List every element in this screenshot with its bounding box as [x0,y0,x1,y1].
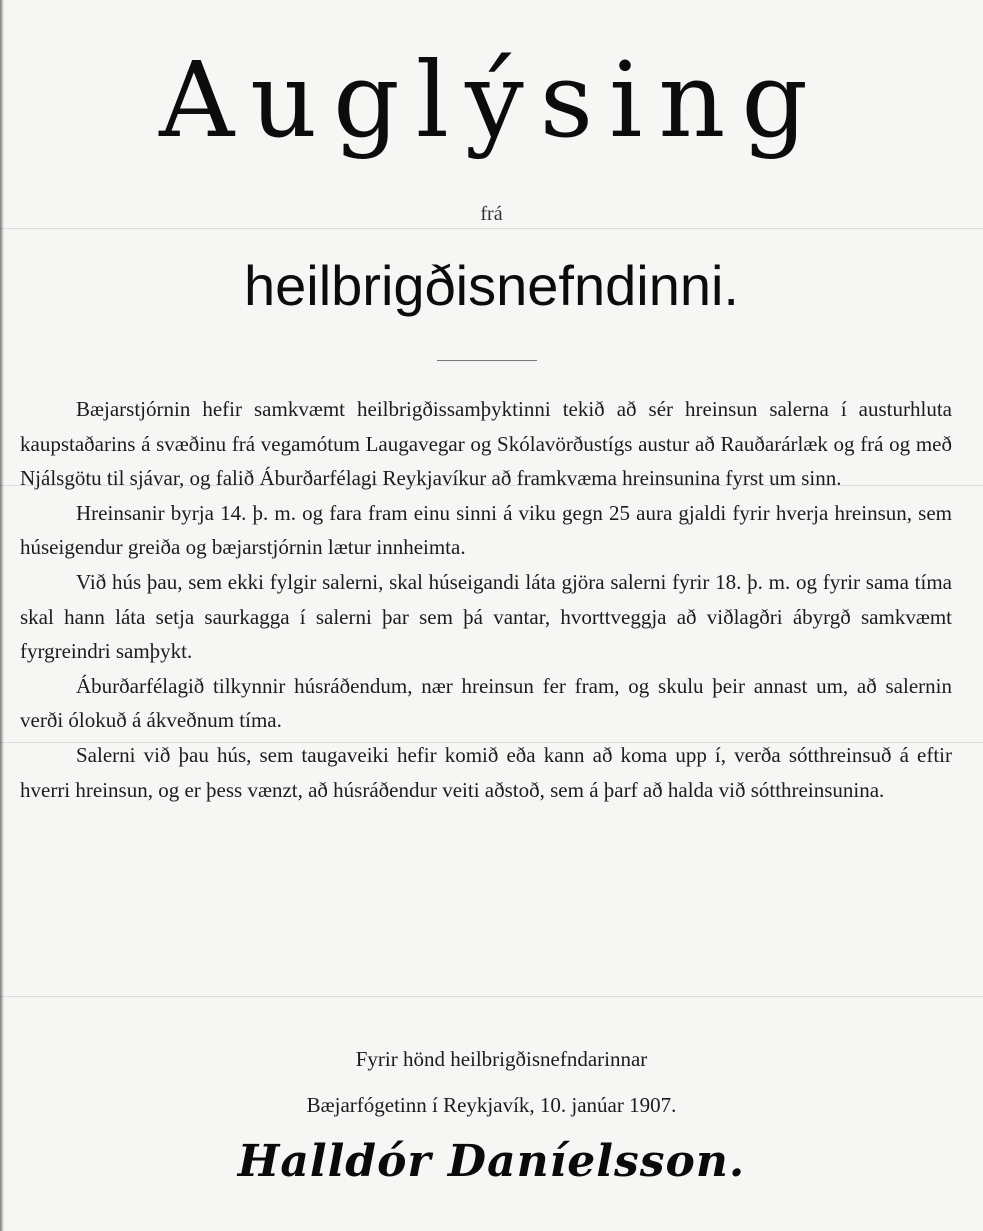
signature-on-behalf: Fyrir hönd heilbrigðisnefndarinnar [355,1047,648,1071]
notice-body [20,392,952,807]
notice-title: Auglýsing [159,39,824,161]
committee-name: heilbrigðisnefndinni. [243,254,739,317]
paragraph: Hreinsanir byrja 14. þ. m. og fara fram einu sinni á viku gegn 25 aura gjaldi fyrir hverja hreinsun, sem húseigendur greiða og bæjarstjórnin lætur innheimta. [20,500,952,560]
paragraph: Við hús þau, sem ekki fylgir salerni, skal húseigandi láta gjöra salerni fyrir 18. þ. m. og fyrir sama tíma skal hann láta setja saurkagga í salerni þar sem þá vantar, hvorttveggja að viðlagðri ábyrgð samkvæmt fyrgreindri samþykt. [20,569,952,664]
fold-line [0,996,983,997]
paragraph: Bæjarstjórnin hefir samkvæmt heilbrigðissamþyktinni tekið að sér hreinsun salerna í austurhluta kaupstaðarins á svæðinu frá vegamótum Laugavegar og Skólavörðustígs austur að Rauðarárlæk og frá og með Njálsgötu til sjávar, og falið Áburðarfélagi Reykjavíkur að framkvæma hreinsunina fyrst um sinn. [20,397,952,491]
paragraph: Áburðarfélagið tilkynnir húsráðendum, nær hreinsun fer fram, og skulu þeir annast um, að salernin verði ólokuð á ákveðnum tíma. [20,673,952,733]
signature-office-date: Bæjarfógetinn í Reykjavík, 10. janúar 1907. [306,1093,677,1117]
from-label: frá [480,203,503,225]
paragraph: Salerni við þau hús, sem taugaveiki hefir komið eða kann að koma upp í, verða sótthreinsuð á eftir hverri hreinsun, og er þess vænzt, að húsráðendur veiti aðstoð, sem á þarf að halda við sótthreinsunina. [20,742,952,802]
divider-rule [437,360,537,361]
signature-name: Halldór Daníelsson. [237,1136,746,1187]
fold-line [0,228,983,229]
